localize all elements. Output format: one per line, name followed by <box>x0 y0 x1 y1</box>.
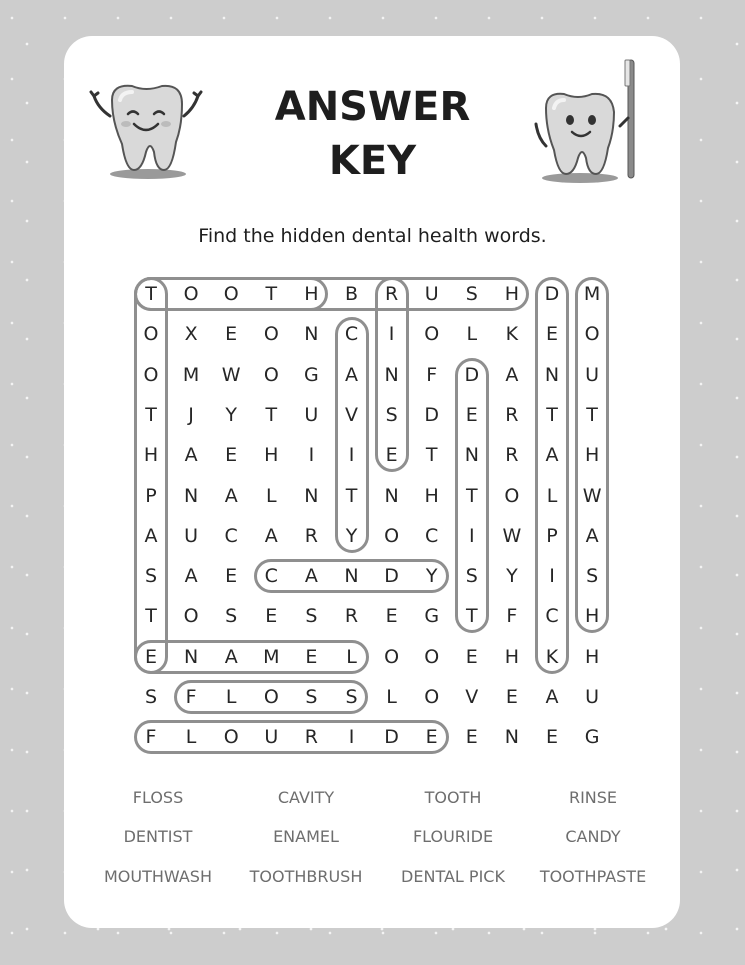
grid-letter: W <box>582 484 602 507</box>
grid-letter: H <box>504 283 520 305</box>
grid-letter: N <box>183 645 199 668</box>
grid-letter: R <box>505 444 519 467</box>
grid-letter: H <box>424 484 439 507</box>
grid-letter: W <box>221 363 241 386</box>
grid-letter: S <box>305 686 318 708</box>
word-bank-item: RINSE <box>568 788 618 807</box>
word-bank-item: TOOTHBRUSH <box>249 867 363 886</box>
grid-letter: A <box>224 484 238 507</box>
grid-letter: D <box>384 726 399 749</box>
grid-letter: O <box>183 283 199 305</box>
word-bank-item: DENTAL PICK <box>401 867 505 886</box>
grid-letter: R <box>304 524 318 547</box>
grid-letter: L <box>346 645 357 668</box>
grid-letter: C <box>425 524 439 547</box>
grid-letter: E <box>545 726 558 749</box>
grid-letter: N <box>183 484 199 507</box>
grid-letter: A <box>264 524 278 547</box>
grid-letter: U <box>585 686 600 708</box>
grid-letter: I <box>348 444 355 467</box>
grid-letter: A <box>304 565 318 588</box>
grid-letter: A <box>345 363 358 386</box>
grid-letter: D <box>384 565 399 588</box>
grid-letter: N <box>464 444 479 467</box>
word-bank-item: TOOTHPASTE <box>539 867 647 886</box>
grid-letter: U <box>304 403 319 426</box>
grid-letter: E <box>465 645 478 668</box>
grid-letter: M <box>263 645 280 668</box>
grid-letter: N <box>304 484 319 507</box>
grid-letter: F <box>426 363 438 386</box>
grid-letter: O <box>384 645 400 668</box>
grid-letter: O <box>183 605 199 628</box>
grid-letter: G <box>584 726 600 749</box>
grid-letter: O <box>263 363 279 386</box>
grid-letter: E <box>385 605 398 628</box>
word-bank-item: FLOSS <box>132 788 184 807</box>
grid-letter: H <box>304 283 319 305</box>
grid-letter: D <box>424 403 439 426</box>
grid-letter: G <box>304 363 319 386</box>
answer-highlight <box>335 317 369 553</box>
grid-letter: M <box>182 363 200 386</box>
grid-letter: A <box>505 363 519 386</box>
grid-letter: D <box>544 283 560 305</box>
grid-letter: E <box>225 565 238 588</box>
grid-letter: R <box>344 605 359 628</box>
grid-letter: S <box>305 605 318 628</box>
grid-letter: D <box>464 363 480 386</box>
grid-letter: Y <box>345 524 358 547</box>
grid-letter: I <box>468 524 475 547</box>
grid-letter: A <box>545 686 559 708</box>
grid-letter: A <box>184 444 198 467</box>
grid-letter: R <box>505 403 519 426</box>
grid-letter: S <box>144 565 158 588</box>
grid-letter: O <box>143 363 159 386</box>
grid-letter: I <box>348 726 355 749</box>
grid-letter: O <box>424 686 440 708</box>
word-bank-item: DENTIST <box>123 827 193 846</box>
grid-letter: N <box>304 323 319 346</box>
grid-letter: N <box>344 565 359 588</box>
grid-letter: R <box>384 283 399 305</box>
grid-letter: O <box>384 524 400 547</box>
grid-letter: S <box>225 605 238 628</box>
grid-letter: O <box>223 726 239 749</box>
grid-letter: S <box>586 565 599 588</box>
grid-letter: N <box>384 363 399 386</box>
grid-letter: R <box>304 726 318 749</box>
grid-letter: L <box>466 323 478 346</box>
grid-letter: L <box>386 686 397 708</box>
grid-letter: H <box>584 605 600 628</box>
grid-letter: G <box>424 605 440 628</box>
grid-letter: M <box>583 283 601 305</box>
grid-letter: H <box>504 645 520 668</box>
word-bank-item: CAVITY <box>277 788 335 807</box>
grid-letter: T <box>145 283 157 305</box>
grid-letter: T <box>546 403 558 426</box>
grid-letter: C <box>224 524 238 547</box>
grid-letter: O <box>263 323 279 346</box>
grid-letter: N <box>384 484 399 507</box>
grid-letter: X <box>184 323 198 346</box>
grid-letter: Y <box>506 565 518 588</box>
instructions: Find the hidden dental health words. <box>198 225 547 247</box>
grid-letter: Y <box>425 565 438 588</box>
grid-letter: I <box>388 323 395 346</box>
grid-letter: T <box>345 484 358 507</box>
grid-letter: E <box>465 726 478 749</box>
grid-letter: T <box>465 605 478 628</box>
grid-letter: T <box>586 403 598 426</box>
grid-letter: S <box>465 565 478 588</box>
grid-letter: O <box>504 484 520 507</box>
grid-letter: H <box>264 444 279 467</box>
grid-letter: H <box>143 444 159 467</box>
grid-letter: U <box>264 726 279 749</box>
grid-letter: H <box>584 645 600 668</box>
grid-letter: A <box>545 444 559 467</box>
grid-letter: E <box>425 726 438 749</box>
grid-letter: A <box>224 645 238 668</box>
title-line-2: KEY <box>328 138 417 184</box>
grid-letter: E <box>265 605 278 628</box>
grid-letter: I <box>308 444 315 467</box>
word-bank-item: MOUTHWASH <box>104 867 212 886</box>
word-bank-item: ENAMEL <box>273 827 339 846</box>
grid-letter: F <box>185 686 197 708</box>
grid-letter: A <box>144 524 158 547</box>
grid-letter: E <box>144 645 157 668</box>
grid-letter: C <box>264 565 278 588</box>
grid-letter: O <box>143 323 159 346</box>
grid-letter: T <box>145 605 157 628</box>
grid-letter: N <box>504 726 519 749</box>
grid-letter: E <box>225 444 238 467</box>
grid-letter: E <box>385 444 398 467</box>
grid-letter: E <box>465 403 478 426</box>
grid-letter: L <box>185 726 197 749</box>
grid-letter: E <box>225 323 238 346</box>
grid-letter: S <box>144 686 158 708</box>
word-bank-item: TOOTH <box>424 788 482 807</box>
grid-letter: V <box>465 686 479 708</box>
grid-letter: P <box>546 524 558 547</box>
title-line-1: ANSWER <box>274 84 471 130</box>
grid-letter: C <box>545 605 559 628</box>
grid-letter: S <box>385 403 398 426</box>
grid-letter: S <box>345 686 358 708</box>
grid-letter: T <box>425 444 438 467</box>
grid-letter: J <box>188 403 194 426</box>
grid-letter: C <box>344 323 359 346</box>
grid-letter: S <box>465 283 478 305</box>
grid-letter: B <box>344 283 359 305</box>
word-bank-item: CANDY <box>565 827 621 846</box>
grid-letter: A <box>585 524 599 547</box>
grid-letter: N <box>544 363 560 386</box>
grid-letter: O <box>263 686 279 708</box>
grid-letter: O <box>584 323 600 346</box>
grid-letter: U <box>184 524 199 547</box>
grid-letter: H <box>584 444 600 467</box>
grid-letter: V <box>345 403 358 426</box>
grid-letter: A <box>184 565 198 588</box>
grid-letter: P <box>145 484 157 507</box>
grid-letter: T <box>145 403 157 426</box>
grid-letter: W <box>502 524 522 547</box>
grid-letter: O <box>223 283 239 305</box>
grid-letter: K <box>505 323 519 346</box>
grid-letter: I <box>549 565 555 588</box>
grid-letter: L <box>546 484 558 507</box>
grid-letter: L <box>266 484 277 507</box>
grid-letter: O <box>424 323 440 346</box>
grid-letter: O <box>424 645 440 668</box>
grid-letter: F <box>145 726 157 749</box>
grid-letter: E <box>545 323 558 346</box>
grid-letter: E <box>505 686 518 708</box>
grid-letter: T <box>465 484 478 507</box>
grid-letter: T <box>265 403 278 426</box>
grid-letter: F <box>506 605 518 628</box>
word-bank-item: FLOURIDE <box>412 827 494 846</box>
grid-letter: L <box>225 686 237 708</box>
grid-letter: Y <box>225 403 237 426</box>
grid-letter: U <box>585 363 600 386</box>
grid-letter: E <box>305 645 318 668</box>
grid-letter: K <box>545 645 559 668</box>
grid-letter: U <box>424 283 439 305</box>
grid-letter: T <box>265 283 278 305</box>
